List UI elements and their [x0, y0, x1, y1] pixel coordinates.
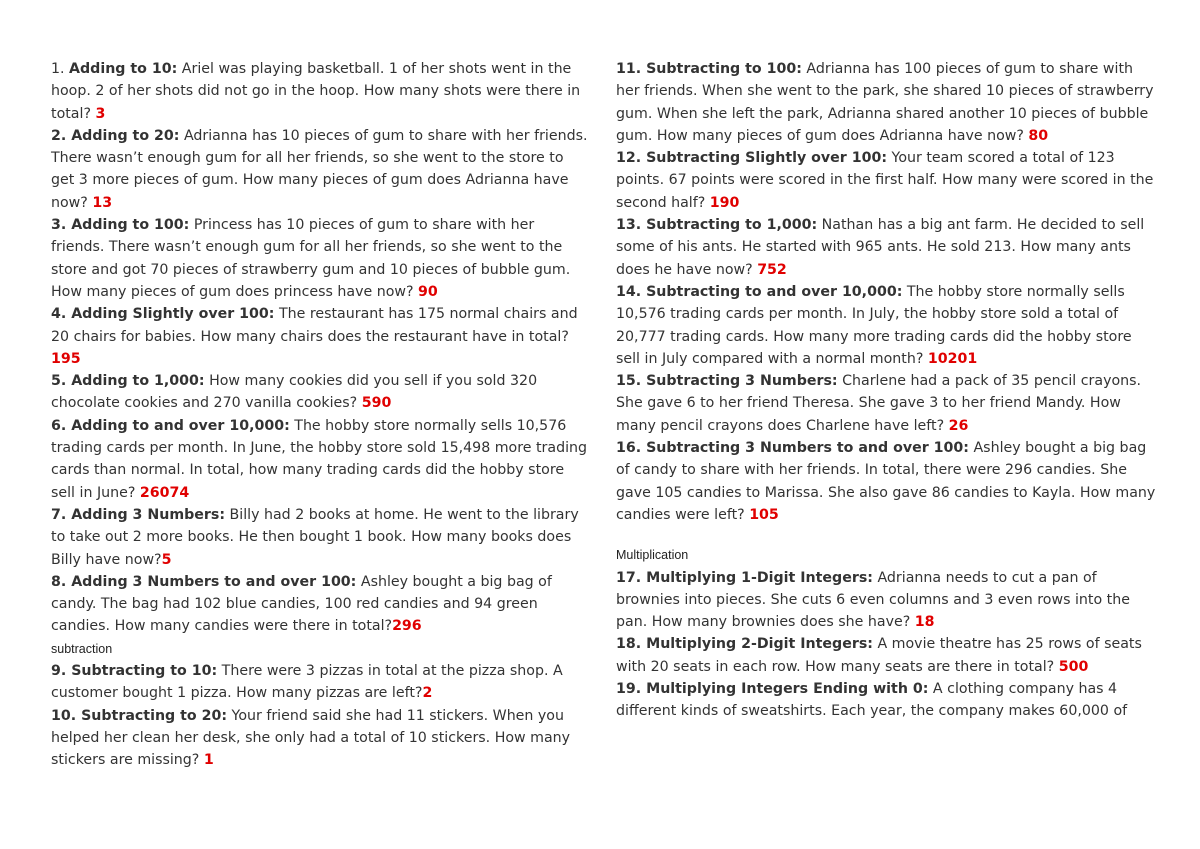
problem-title: 18. Multiplying 2-Digit Integers: — [616, 636, 873, 653]
section-heading-subtraction: subtraction — [51, 641, 113, 656]
problem-8 — [51, 571, 591, 638]
problem-title: 16. Subtracting 3 Numbers to and over 100: — [616, 440, 969, 457]
problem-answer: 500 — [1058, 658, 1089, 675]
problem-answer: 90 — [418, 283, 438, 300]
problem-19 — [616, 678, 1156, 723]
problem-title: 10. Subtracting to 20: — [51, 707, 228, 724]
problem-text: Ashley bought a big bag of candy. The bag had 102 blue candies, 100 red candies and 94 green candies. How many candies were there in total? — [51, 573, 552, 635]
problem-answer: 195 — [51, 350, 81, 367]
problem-text: Charlene had a pack of 35 pencil crayons. She gave 6 to her friend Theresa. She gave 3 to her friend Mandy. How many pencil crayons does Charlene have left? — [616, 373, 1142, 434]
problem-answer: 26 — [948, 417, 969, 434]
problem-title: 3. Adding to 100: — [51, 217, 190, 234]
problem-answer: 190 — [709, 194, 740, 211]
problem-16 — [616, 437, 1156, 526]
problem-text: A movie theatre has 25 rows of seats with 20 seats in each row. How many seats are there in total? — [616, 636, 1142, 675]
problem-9 — [51, 660, 591, 705]
problem-18 — [616, 633, 1156, 678]
problem-answer: 105 — [749, 506, 779, 523]
problem-text: Adrianna has 10 pieces of gum to share with her friends. There wasn’t enough gum for all her friends, so she went to the store to get 3 more pieces of gum. How many pieces of gum does Adrianna have now? — [51, 127, 588, 211]
problem-4 — [51, 303, 591, 370]
problem-15 — [616, 370, 1156, 437]
problem-title: 17. Multiplying 1-Digit Integers: — [616, 569, 873, 586]
problem-11 — [616, 58, 1156, 147]
problem-7 — [51, 504, 591, 571]
problem-title: 12. Subtracting Slightly over 100: — [616, 150, 888, 167]
section-heading-multiplication: Multiplication — [616, 548, 689, 563]
problem-text: Ashley bought a big bag of candy to share with her friends. In total, there were 296 candies. She gave 105 candies to Marissa. She also gave 86 candies to Kayla. How many candies were left? — [616, 440, 1156, 523]
problem-title: 6. Adding to and over 10,000: — [51, 417, 290, 434]
problem-text: A clothing company has 4 different kinds of sweatshirts. Each year, the company makes 60,000 of — [616, 681, 1128, 720]
problem-title: 8. Adding 3 Numbers to and over 100: — [51, 573, 357, 590]
problem-answer: 5 — [161, 551, 172, 568]
problem-title: Adding to 10: — [69, 61, 178, 77]
problem-title: 5. Adding to 1,000: — [51, 373, 205, 390]
problem-text: Billy had 2 books at home. He went to the library to take out 2 more books. He then bought 1 book. How many books does Billy have now? — [51, 506, 579, 568]
problem-12 — [616, 147, 1156, 214]
problem-answer: 26074 — [139, 484, 190, 501]
problem-title: 9. Subtracting to 10: — [51, 663, 218, 680]
problem-text: The hobby store normally sells 10,576 trading cards per month. In June, the hobby store sold 15,498 more trading cards than normal. In total, how many trading cards did the hobby store sell in June? — [51, 417, 588, 501]
problem-answer: 2 — [422, 685, 433, 702]
problem-3 — [51, 214, 591, 303]
problem-answer: 590 — [361, 395, 392, 412]
problem-text: Adrianna needs to cut a pan of brownies into pieces. She cuts 6 even columns and 3 even rows into the pan. How many brownies does she have? — [616, 569, 1130, 631]
problem-answer: 18 — [914, 614, 935, 631]
problem-17 — [616, 567, 1156, 634]
problem-title: 13. Subtracting to 1,000: — [616, 217, 818, 234]
problem-2 — [51, 125, 591, 214]
problem-answer: 80 — [1028, 127, 1049, 144]
problem-number: 1. — [51, 61, 70, 77]
problem-title: 7. Adding 3 Numbers: — [51, 506, 226, 523]
problem-answer: 10201 — [927, 350, 978, 367]
problem-title: 2. Adding to 20: — [51, 127, 180, 144]
problem-1 — [51, 58, 591, 125]
problem-text: The restaurant has 175 normal chairs and 20 chairs for babies. How many chairs does the restaurant have in total? — [51, 306, 578, 345]
problem-13 — [616, 214, 1156, 281]
problem-answer: 13 — [92, 194, 113, 211]
problem-text: Your friend said she had 11 stickers. When you helped her clean her desk, she only had a total of 10 stickers. How many stickers are missing? — [51, 707, 571, 769]
left-column — [51, 58, 591, 772]
problem-10 — [51, 705, 591, 772]
problem-title: 15. Subtracting 3 Numbers: — [616, 373, 838, 390]
problem-title: 4. Adding Slightly over 100: — [51, 306, 275, 323]
problem-text: Adrianna has 100 pieces of gum to share with her friends. When she went to the park, she shared 10 pieces of strawberry gum. When she left the park, Adrianna shared another 10 pieces of bubble gum. How many pieces of gum does Adrianna have now? — [616, 61, 1154, 144]
problem-answer: 3 — [95, 105, 106, 122]
problem-14 — [616, 281, 1156, 370]
problem-answer: 1 — [203, 752, 214, 769]
problem-title: 14. Subtracting to and over 10,000: — [616, 283, 903, 300]
problem-text: How many cookies did you sell if you sold 320 chocolate cookies and 270 vanilla cookies? — [51, 373, 538, 412]
problem-answer: 752 — [757, 261, 787, 278]
problem-text: There were 3 pizzas in total at the pizza shop. A customer bought 1 pizza. How many pizzas are left? — [51, 663, 563, 702]
problem-text: Ariel was playing basketball. 1 of her shots went in the hoop. 2 of her shots did not go in the hoop. How many shots were there in total? — [51, 61, 581, 122]
problem-text: Princess has 10 pieces of gum to share with her friends. There wasn’t enough gum for all her friends, so she went to the store and got 70 pieces of strawberry gum and 10 pieces of bubble gum. How many pieces of gum does princess have now? — [51, 217, 571, 300]
problem-text: Your team scored a total of 123 points. 67 points were scored in the first half. How many were scored in the second half? — [616, 150, 1154, 211]
problem-title: 11. Subtracting to 100: — [616, 61, 802, 77]
problem-title: 19. Multiplying Integers Ending with 0: — [616, 681, 929, 698]
problem-6 — [51, 415, 591, 504]
problem-text: Nathan has a big ant farm. He decided to sell some of his ants. He started with 965 ants. He sold 213. How many ants does he have now? — [616, 217, 1145, 278]
problem-text: The hobby store normally sells 10,576 trading cards per month. In July, the hobby store sold a total of 20,777 trading cards. How many more trading cards did the hobby store sell in July compared with a normal month? — [616, 283, 1132, 367]
right-column — [616, 58, 1156, 723]
problem-5 — [51, 370, 591, 415]
problem-answer: 296 — [392, 618, 422, 635]
